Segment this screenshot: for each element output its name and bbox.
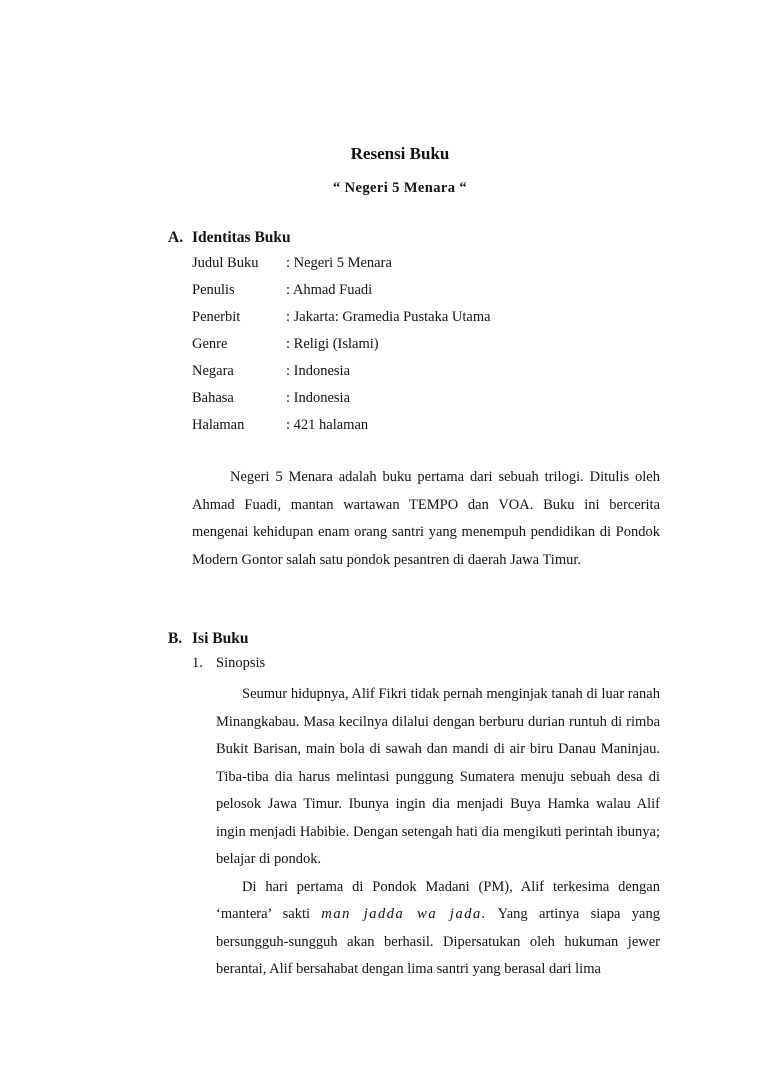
identity-row — [192, 255, 491, 282]
identity-value: : Negeri 5 Menara — [286, 255, 392, 271]
synopsis-body — [216, 681, 660, 984]
identity-value: : Ahmad Fuadi — [286, 282, 373, 298]
identity-value: : Indonesia — [286, 363, 351, 379]
identity-label: Negara — [192, 363, 234, 379]
synopsis-paragraph-2 — [216, 874, 660, 984]
identity-row — [192, 282, 491, 309]
identity-row — [192, 309, 491, 336]
motto-text: man jadda wa jada. — [321, 906, 487, 922]
document-subtitle: “ Negeri 5 Menara “ — [332, 180, 468, 196]
section-a-paragraph — [192, 464, 660, 574]
synopsis-title: Sinopsis — [216, 655, 266, 671]
identity-label: Penerbit — [192, 309, 241, 325]
identity-value: : 421 halaman — [286, 417, 369, 433]
document-title: Resensi Buku — [350, 144, 450, 163]
identity-value: : Indonesia — [286, 390, 351, 406]
identity-label: Halaman — [192, 417, 245, 433]
identity-label: Judul Buku — [192, 255, 259, 271]
paragraph-2-lead: Di hari pertama di Pondok Madani (PM), Alif terkesima dengan ‘mantera’ sakti — [216, 878, 660, 922]
identity-value: : Jakarta: Gramedia Pustaka Utama — [286, 309, 491, 325]
synopsis-heading — [192, 655, 265, 672]
section-a-heading — [168, 229, 291, 247]
section-b-marker: B. — [168, 630, 183, 647]
intro-paragraph: Negeri 5 Menara adalah buku pertama dari sebuah trilogi. Ditulis oleh Ahmad Fuadi, mantan wartawan TEMPO dan VOA. Buku ini bercerita mengenai kehidupan enam orang santri yang menempuh pendidikan di Pondok Modern Gontor salah satu pondok pesantren di daerah Jawa Timur. — [192, 469, 660, 568]
section-b-heading — [168, 630, 248, 648]
identity-row — [192, 363, 491, 390]
identity-row — [192, 336, 491, 363]
identity-label: Bahasa — [192, 390, 234, 406]
identity-row — [192, 390, 491, 417]
section-b-title: Isi Buku — [192, 630, 249, 647]
book-identity-table — [192, 255, 491, 444]
synopsis-number: 1. — [192, 655, 203, 671]
identity-label: Penulis — [192, 282, 235, 298]
section-a-marker: A. — [168, 229, 184, 246]
synopsis-paragraph-1: Seumur hidupnya, Alif Fikri tidak pernah menginjak tanah di luar ranah Minangkabau. Masa kecilnya dilalui dengan berburu durian runtuh di rimba Bukit Barisan, main bola di sawah dan mandi di air biru Danau Maninjau. Tiba-tiba dia harus melintasi punggung Sumatera menuju sebuah desa di pelosok Jawa Timur. Ibunya ingin dia menjadi Buya Hamka walau Alif ingin menjadi Habibie. Dengan setengah hati dia mengikuti perintah ibunya; belajar di pondok. — [216, 686, 660, 867]
identity-value: : Religi (Islami) — [286, 336, 379, 352]
section-a-title: Identitas Buku — [192, 229, 291, 246]
identity-label: Genre — [192, 336, 228, 352]
identity-row — [192, 417, 491, 444]
paragraph-2-rest: Yang artinya siapa yang bersungguh-sungguh akan berhasil. Dipersatukan oleh hukuman jewer berantai, Alif bersahabat dengan lima santri yang berasal dari lima — [216, 906, 660, 977]
